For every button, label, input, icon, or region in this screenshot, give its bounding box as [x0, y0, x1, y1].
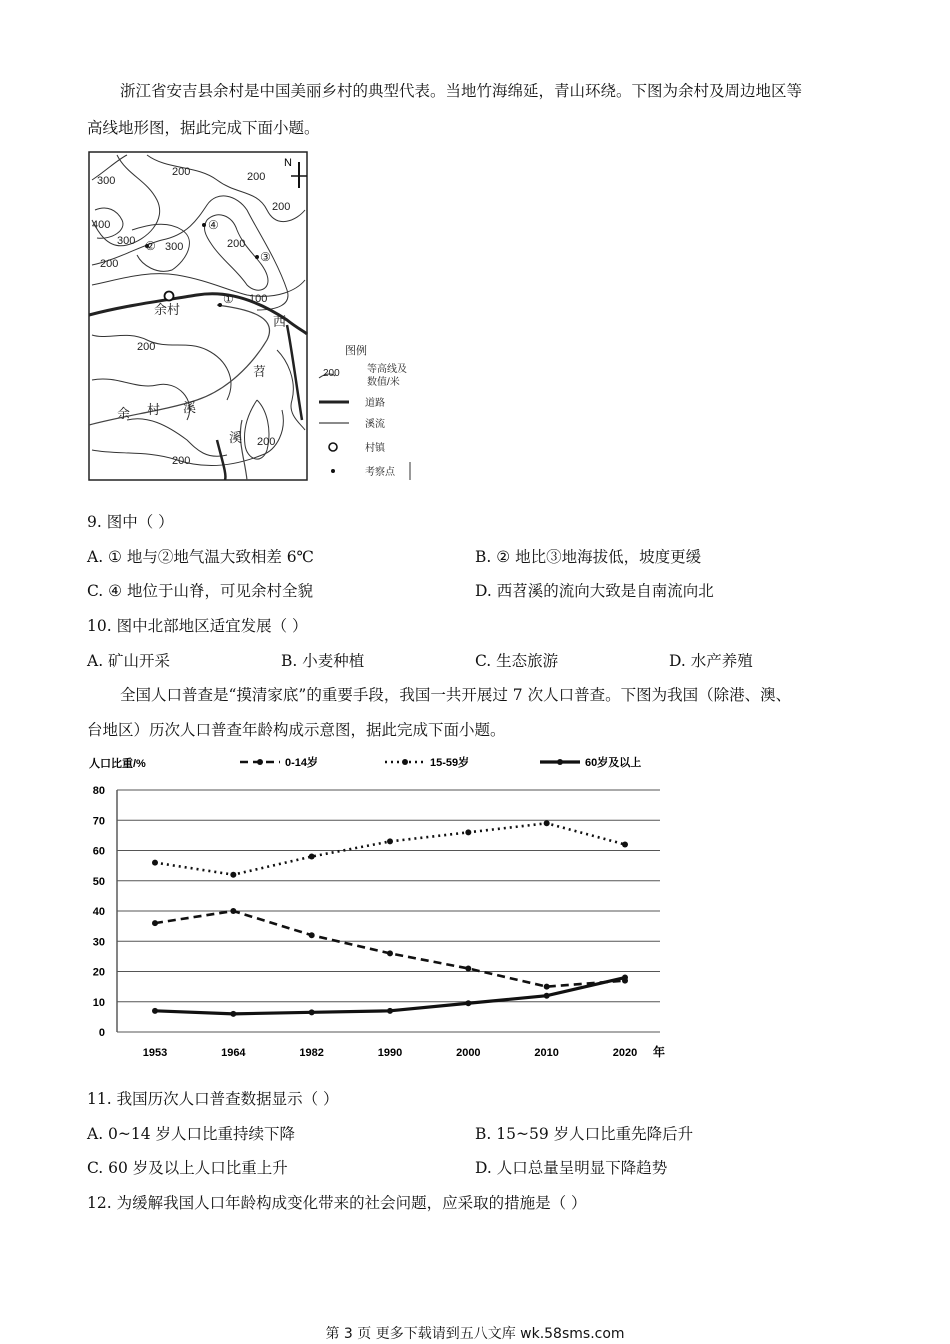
y-tick-label: 70 [92, 815, 105, 828]
y-tick-label: 80 [92, 785, 105, 797]
data-point [152, 860, 158, 866]
chart-ticks [93, 785, 637, 1059]
data-point [230, 908, 236, 914]
x-tick-label: 1982 [299, 1047, 324, 1059]
data-point [387, 950, 393, 956]
legend-label: 60岁及以上 [585, 757, 642, 769]
point-2-label: ② [145, 239, 156, 253]
point-3-icon [255, 255, 259, 259]
data-point [309, 1009, 315, 1015]
data-point [465, 1000, 471, 1006]
legend-marker [257, 759, 263, 765]
contour-label: 300 [117, 235, 136, 247]
y-tick-label: 0 [98, 1027, 105, 1039]
contour-label: 200 [137, 341, 156, 353]
q11-option-c: C. 60 岁及以上人口比重上升 [87, 1159, 288, 1177]
data-point [622, 975, 628, 981]
legend-marker [557, 759, 563, 765]
stream-label: 村 [147, 402, 161, 417]
point-1-icon [218, 303, 222, 307]
y-tick-label: 50 [92, 875, 105, 888]
data-point [544, 984, 550, 990]
contour-label: 400 [92, 219, 111, 231]
legend-marker [402, 759, 408, 765]
legend-village: 村镇 [365, 443, 385, 454]
contour-label: 200 [227, 238, 246, 250]
intro2-line2: 台地区）历次人口普查年龄构成示意图，据此完成下面小题。 [87, 721, 506, 739]
series-line-0-14岁 [155, 911, 625, 987]
intro2-line1: 全国人口普查是“摸清家底”的重要手段，我国一共开展过 7 次人口普查。下图为我国（除港、澳、 [120, 686, 792, 704]
contour-label: 300 [97, 175, 116, 187]
point-1-label: ① [223, 292, 234, 306]
legend-stream: 溪流 [365, 419, 385, 430]
point-4-label: ④ [208, 218, 219, 232]
intro1-line2: 高线地形图，据此完成下面小题。 [87, 119, 320, 137]
contour-label: 100 [249, 293, 268, 305]
river-label: 溪 [229, 430, 243, 445]
data-point [230, 1011, 236, 1017]
y-tick-label: 40 [92, 906, 105, 918]
contour-map [87, 150, 417, 485]
q10-option-a: A. 矿山开采 [87, 652, 171, 670]
legend-road: 道路 [365, 398, 385, 409]
data-point [152, 920, 158, 926]
stream-label: 余 [117, 406, 131, 421]
page-footer: 第 3 页 更多下载请到五八文库 wk.58sms.com [325, 1326, 625, 1342]
chart-ylabel: 人口比重/% [89, 758, 146, 770]
legend-label: 0-14岁 [285, 757, 319, 769]
river-label: 西 [273, 314, 287, 329]
point-4-icon [202, 223, 206, 227]
q11-option-d: D. 人口总量呈明显下降趋势 [475, 1159, 668, 1177]
contour-label: 300 [165, 241, 184, 253]
chart-lines [152, 820, 628, 1017]
intro1-line1: 浙江省安吉县余村是中国美丽乡村的典型代表。当地竹海绵延，青山环绕。下图为余村及周边地区等 [120, 82, 803, 100]
chart-grid [117, 790, 660, 1032]
series-line-15-59岁 [155, 823, 625, 874]
data-point [152, 1008, 158, 1014]
point-3-label: ③ [260, 250, 271, 264]
y-tick-label: 10 [92, 996, 105, 1009]
q10-option-d: D. 水产养殖 [669, 652, 753, 670]
legend-title: 图例 [345, 345, 367, 357]
data-point [465, 829, 471, 835]
x-tick-label: 2010 [534, 1047, 559, 1059]
q9-stem: 9. 图中（ ） [87, 513, 174, 531]
x-tick-label: 1990 [377, 1047, 403, 1059]
q12-stem: 12. 为缓解我国人口年龄构成变化带来的社会问题，应采取的措施是（ ） [87, 1194, 587, 1212]
data-point [387, 1008, 393, 1014]
data-point [622, 841, 628, 847]
contour-label: 200 [100, 258, 119, 270]
legend-contour-unit: 数值/米 [367, 377, 400, 388]
q10-option-c: C. 生态旅游 [475, 652, 559, 670]
x-tick-label: 2000 [456, 1047, 481, 1059]
q10-option-b: B. 小麦种植 [281, 652, 365, 670]
q9-option-d: D. 西苕溪的流向大致是自南流向北 [475, 582, 714, 600]
y-tick-label: 60 [92, 845, 105, 858]
q10-stem: 10. 图中北部地区适宜发展（ ） [87, 617, 308, 635]
contour-line [127, 419, 227, 457]
x-tick-label: 2020 [612, 1047, 638, 1059]
data-point [544, 993, 550, 999]
q9-option-b: B. ② 地比③地海拔低，坡度更缓 [475, 548, 702, 566]
contour-line [92, 274, 305, 297]
q9-option-c: C. ④ 地位于山脊，可见余村全貌 [87, 582, 313, 600]
contour-line [245, 400, 269, 459]
contour-label: 200 [172, 455, 191, 467]
y-tick-label: 20 [92, 966, 105, 979]
legend-contour: 等高线及 [367, 364, 407, 375]
contour-label: 200 [172, 166, 191, 178]
chart-xlabel: 年 [653, 1045, 666, 1059]
road [217, 440, 225, 480]
legend-point-icon [331, 469, 335, 473]
river-label: 苕 [253, 364, 267, 379]
village-label: 余村 [154, 302, 181, 317]
legend-village-icon [329, 443, 337, 451]
contour-line [92, 155, 160, 246]
legend-label: 15-59岁 [430, 757, 470, 769]
data-point [544, 820, 550, 826]
q11-option-a: A. 0~14 岁人口比重持续下降 [87, 1125, 296, 1143]
q11-stem: 11. 我国历次人口普查数据显示（ ） [87, 1090, 339, 1108]
contour-label: 200 [272, 201, 291, 213]
q9-option-a: A. ① 地与②地气温大致相差 6℃ [87, 548, 314, 566]
q11-option-b: B. 15~59 岁人口比重先降后升 [475, 1125, 694, 1143]
contour-label: 200 [257, 436, 276, 448]
population-chart [85, 750, 675, 1065]
data-point [230, 872, 236, 878]
x-tick-label: 1964 [221, 1047, 246, 1059]
stream-label: 溪 [183, 400, 197, 415]
legend-point: 考察点 [365, 467, 395, 478]
chart-legend [240, 755, 641, 769]
village-icon [165, 292, 174, 301]
data-point [309, 932, 315, 938]
contour-line [92, 335, 231, 400]
contour-label: 200 [247, 171, 266, 183]
data-point [465, 965, 471, 971]
north-label: N [284, 157, 292, 169]
road [287, 325, 302, 420]
legend-contour-number: 200 [323, 368, 340, 379]
y-tick-label: 30 [92, 936, 105, 949]
data-point [387, 838, 393, 844]
data-point [309, 854, 315, 860]
x-tick-label: 1953 [142, 1047, 168, 1059]
